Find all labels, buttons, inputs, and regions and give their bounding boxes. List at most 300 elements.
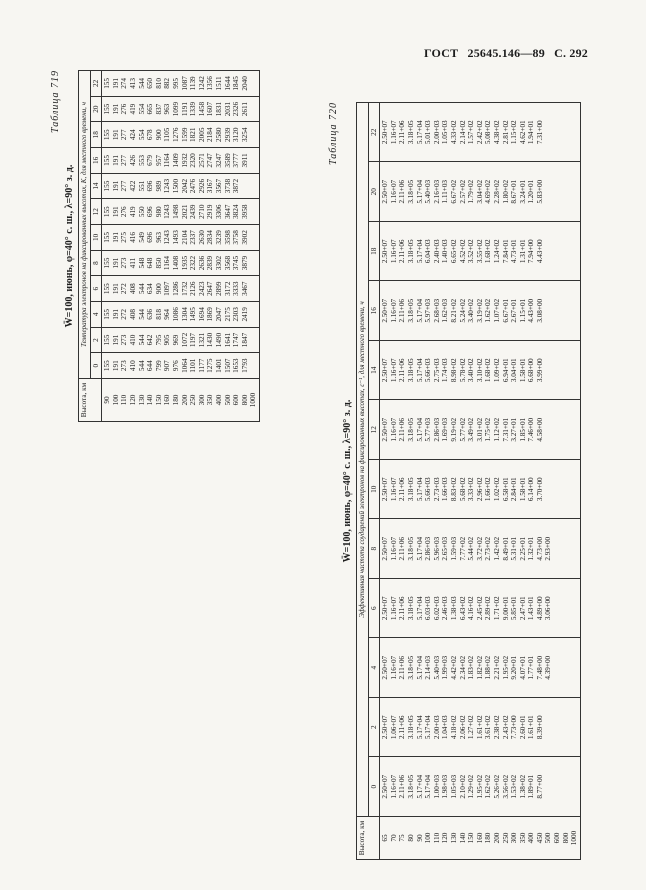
table-cell: 1.16+07 <box>389 417 398 442</box>
table-cell: 1164 <box>163 256 172 271</box>
table-cell: 2.16+03 <box>432 179 441 204</box>
table-cell: 1599 <box>180 127 189 142</box>
table-cell: 3.61+02 <box>484 715 493 740</box>
value-column <box>380 162 581 222</box>
value-column <box>102 96 260 122</box>
table-cell: 155 <box>103 232 112 243</box>
table-cell: 6.65+02 <box>449 239 458 264</box>
table-cell: 2.11+06 <box>398 120 407 145</box>
table-cell: 2.11+06 <box>398 477 407 502</box>
table-cell: 2.50+07 <box>381 417 390 442</box>
table-cell: 1.16+07 <box>389 358 398 383</box>
table-cell: 1793 <box>240 358 249 373</box>
table-cell: 900 <box>154 283 163 295</box>
table-cell: 3745 <box>232 255 241 271</box>
table-cell: 8.67+01 <box>510 179 519 204</box>
altitude-value: 350 <box>518 832 527 844</box>
table-cell: 155 <box>103 180 112 192</box>
table-cell: 1.71+02 <box>492 596 501 621</box>
table-cell: 5.17+04 <box>424 774 433 799</box>
table-cell: 5.31+01 <box>510 536 519 561</box>
table-cell: 3.18+05 <box>406 536 415 561</box>
table-cell: 2419 <box>240 307 249 322</box>
table-cell: 5.17+04 <box>415 179 424 204</box>
value-column <box>102 302 260 328</box>
altitude-value: 200 <box>492 832 501 844</box>
table-cell: 850 <box>154 257 163 269</box>
table-cell: 277 <box>120 180 129 192</box>
table-cell: 1.12+02 <box>492 417 501 442</box>
altitude-value: 300 <box>510 832 519 844</box>
table-cell: 7.31+01 <box>501 417 510 442</box>
table-cell: 2.11+06 <box>398 179 407 204</box>
altitude-value: 800 <box>240 394 249 406</box>
altitude-value: 400 <box>214 394 223 406</box>
table-cell: 905 <box>163 334 172 346</box>
table-cell: 1242 <box>197 76 206 91</box>
table-cell: 155 <box>103 206 112 218</box>
table-cell: 1458 <box>197 101 206 117</box>
value-column <box>380 579 581 639</box>
table-cell: 3.52+02 <box>467 239 476 264</box>
table-cell: 3306 <box>214 204 223 219</box>
table-cell: 1935 <box>180 255 189 271</box>
table-720-subtitle: W̄=100, июнь, φ=40° с. ш., λ=90° з. д. <box>342 399 353 563</box>
table-cell: 550 <box>137 206 146 218</box>
table-cell: 1177 <box>197 358 206 373</box>
table-cell: 155 <box>103 129 112 141</box>
time-header: 22 <box>90 71 102 97</box>
table-cell: 2047 <box>214 307 223 322</box>
alt-header: Высота, км <box>357 817 380 860</box>
table-cell: 7.73+00 <box>510 715 519 740</box>
table-cell: 4.16+02 <box>467 596 476 621</box>
table-cell: 1.77+01 <box>527 655 536 680</box>
table-cell: 5.17+04 <box>415 655 424 680</box>
table-cell: 273 <box>120 257 129 269</box>
table-cell: 3567 <box>214 178 223 194</box>
value-column <box>102 276 260 302</box>
table-cell: 2.46+03 <box>441 596 450 621</box>
table-cell: 4.33+02 <box>449 120 458 145</box>
table-cell: 2.21+02 <box>492 655 501 680</box>
table-cell: 3879 <box>240 255 249 271</box>
table-cell: 2005 <box>197 127 206 142</box>
table-cell: 1.04+03 <box>441 715 450 740</box>
table-cell: 4.62+01 <box>518 120 527 145</box>
table-cell: 3958 <box>240 204 249 219</box>
table-cell: 2.50+07 <box>381 358 390 383</box>
table-cell: 1072 <box>180 332 189 348</box>
altitude-value: 300 <box>197 394 206 406</box>
time-header: 8 <box>368 519 380 579</box>
time-header: 16 <box>368 281 380 341</box>
table-cell: 5.17+04 <box>415 536 424 561</box>
table-cell: 1197 <box>189 332 198 348</box>
table-cell: 1.82+02 <box>475 655 484 680</box>
altitude-value: 160 <box>163 394 172 406</box>
table-cell: 3247 <box>214 153 223 168</box>
altitude-value: 500 <box>544 832 553 844</box>
table-cell: 1164 <box>163 153 172 168</box>
table-cell: 1.88+02 <box>484 655 493 680</box>
table-cell: 795 <box>154 334 163 346</box>
table-cell: 1275 <box>206 358 215 373</box>
table-cell: 2.28+02 <box>492 179 501 204</box>
table-cell: 3.01+02 <box>475 417 484 442</box>
table-cell: 419 <box>128 103 137 115</box>
table-cell: 4.43+00 <box>535 239 544 264</box>
table-cell: 1.06+07 <box>389 715 398 740</box>
table-cell: 3.18+05 <box>406 417 415 442</box>
table-cell: 3589 <box>223 153 232 168</box>
table-cell: 2611 <box>240 102 249 117</box>
table-cell: 1.42+02 <box>492 536 501 561</box>
table-cell: 6.67+01 <box>501 298 510 323</box>
table-cell: 3.08+00 <box>535 298 544 323</box>
altitude-value: 130 <box>137 394 146 406</box>
altitude-value: 90 <box>415 834 424 842</box>
altitude-value: 100 <box>424 832 433 844</box>
table-719-title: Таблица 719 <box>50 70 61 133</box>
table-cell: 696 <box>146 232 155 243</box>
table-cell: 551 <box>137 180 146 192</box>
table-cell: 276 <box>120 206 129 218</box>
table-cell: 7.31+00 <box>535 120 544 145</box>
table-cell: 4.07+01 <box>518 655 527 680</box>
table-cell: 1.31+01 <box>518 239 527 264</box>
table-cell: 964 <box>163 308 172 320</box>
table-cell: 1401 <box>214 358 223 373</box>
table-cell: 4.18+02 <box>449 715 458 740</box>
altitude-value: 350 <box>206 394 215 406</box>
value-column <box>380 281 581 341</box>
table-cell: 2.25+01 <box>518 536 527 561</box>
time-header: 20 <box>90 96 102 122</box>
table-cell: 3.49+02 <box>467 417 476 442</box>
table-cell: 7.94+00 <box>527 239 536 264</box>
value-column <box>102 122 260 148</box>
table-cell: 3911 <box>240 153 249 168</box>
table-cell: 1507 <box>223 358 232 373</box>
altitude-value: 400 <box>527 832 536 844</box>
table-cell: 408 <box>128 308 137 320</box>
value-column <box>380 222 581 282</box>
table-cell: 5.97+03 <box>424 298 433 323</box>
table-719 <box>78 70 260 422</box>
table-cell: 5.17+04 <box>415 417 424 442</box>
time-header: 18 <box>90 122 102 148</box>
table-cell: 3254 <box>240 127 249 142</box>
table-cell: 1.66+02 <box>484 477 493 502</box>
value-column <box>380 341 581 401</box>
table-cell: 2.50+07 <box>381 774 390 799</box>
table-cell: 191 <box>111 283 120 295</box>
table-cell: 3598 <box>223 230 232 245</box>
table-cell: 1.27+02 <box>467 715 476 740</box>
table-cell: 2839 <box>206 255 215 271</box>
table-cell: 2.43+02 <box>501 715 510 740</box>
table-cell: 2031 <box>223 101 232 117</box>
table-cell: 3.18+05 <box>406 239 415 264</box>
table-cell: 4.58+00 <box>535 417 544 442</box>
table-cell: 3333 <box>232 281 241 296</box>
table-cell: 3902 <box>240 230 249 245</box>
table-cell: 3.70+00 <box>535 477 544 502</box>
table-cell: 1.53+02 <box>510 774 519 799</box>
time-header: 20 <box>368 162 380 222</box>
table-cell: 1.83+02 <box>467 655 476 680</box>
table-cell: 2.65+03 <box>441 536 450 561</box>
time-header: 8 <box>90 250 102 276</box>
table-cell: 2.96+02 <box>475 477 484 502</box>
table-cell: 1.38+03 <box>449 596 458 621</box>
table-cell: 696 <box>146 206 155 218</box>
table-cell: 5.85+01 <box>510 596 519 621</box>
table-cell: 1064 <box>180 358 189 373</box>
table-cell: 411 <box>128 257 137 269</box>
altitude-column <box>380 817 581 860</box>
table-cell: 969 <box>171 334 180 346</box>
altitude-value: 110 <box>432 832 441 844</box>
altitude-value: 200 <box>180 394 189 406</box>
table-cell: 8.83+02 <box>449 477 458 502</box>
table-cell: 963 <box>163 103 172 115</box>
table-cell: 544 <box>137 334 146 346</box>
table-cell: 1409 <box>171 153 180 168</box>
value-column <box>380 638 581 698</box>
table-cell: 2899 <box>214 281 223 296</box>
table-cell: 5.17+04 <box>415 715 424 740</box>
table-cell: 9.19+02 <box>449 417 458 442</box>
table-cell: 1869 <box>206 307 215 322</box>
table-cell: 2.11+06 <box>398 715 407 740</box>
table-cell: 3.18+05 <box>406 120 415 145</box>
table-cell: 1.09+02 <box>492 358 501 383</box>
table-cell: 5.17+04 <box>415 596 424 621</box>
table-cell: 155 <box>103 78 112 89</box>
table-cell: 2919 <box>206 204 215 219</box>
table-cell: 818 <box>154 308 163 320</box>
table-cell: 191 <box>111 103 120 115</box>
table-cell: 6.04+03 <box>424 239 433 264</box>
table-cell: 2040 <box>240 76 249 91</box>
altitude-value: 250 <box>501 832 510 844</box>
time-header: 12 <box>368 400 380 460</box>
table-cell: 2.10+02 <box>458 774 467 799</box>
table-cell: 3.18+05 <box>406 715 415 740</box>
table-cell: 277 <box>120 155 129 166</box>
table-cell: 7.77+02 <box>458 536 467 561</box>
table-cell: 679 <box>146 155 155 166</box>
table-cell: 277 <box>120 129 129 141</box>
table-cell: 5.26+02 <box>492 774 501 799</box>
altitude-value: 110 <box>120 394 129 406</box>
table-cell: 1.75+02 <box>484 417 493 442</box>
value-column <box>102 173 260 199</box>
table-cell: 650 <box>146 78 155 89</box>
table-720-block <box>328 102 646 860</box>
table-cell: 1747 <box>232 332 241 348</box>
table-cell: 2326 <box>232 101 241 117</box>
table-cell: 2.42+02 <box>475 120 484 145</box>
table-cell: 2.11+06 <box>398 358 407 383</box>
table-cell: 2647 <box>206 281 215 296</box>
table-cell: 2104 <box>180 230 189 245</box>
table-cell: 3120 <box>232 127 241 142</box>
table-cell: 6.14+00 <box>527 477 536 502</box>
table-cell: 191 <box>111 360 120 372</box>
super-header: Температура электронов на фиксированных высотах, К, для местного времени, ч <box>79 71 91 379</box>
table-cell: 3738 <box>223 178 232 194</box>
table-cell: 2320 <box>189 153 198 168</box>
table-cell: 1.94+01 <box>527 120 536 145</box>
table-cell: 5.17+04 <box>415 477 424 502</box>
table-cell: 191 <box>111 257 120 269</box>
table-cell: 3.10+02 <box>475 358 484 383</box>
altitude-column <box>102 379 260 422</box>
table-cell: 1243 <box>163 230 172 245</box>
table-cell: 6.02+03 <box>432 596 441 621</box>
table-cell: 1845 <box>232 76 241 91</box>
altitude-value: 75 <box>398 834 407 842</box>
table-cell: 419 <box>128 206 137 218</box>
table-cell: 8.39+00 <box>535 715 544 740</box>
table-cell: 4.39+00 <box>544 655 553 680</box>
value-column <box>380 400 581 460</box>
table-cell: 544 <box>137 283 146 295</box>
table-cell: 5.17+04 <box>415 239 424 264</box>
altitude-value: 150 <box>154 394 163 406</box>
table-cell: 2.86+03 <box>424 536 433 561</box>
table-cell: 2939 <box>223 127 232 142</box>
time-header: 2 <box>90 327 102 353</box>
table-cell: 7.46+00 <box>527 417 536 442</box>
table-720 <box>356 102 581 860</box>
value-column <box>102 353 260 379</box>
table-cell: 191 <box>111 334 120 346</box>
table-cell: 1.69+03 <box>441 417 450 442</box>
altitude-value: 80 <box>406 834 415 842</box>
table-cell: 3568 <box>223 255 232 271</box>
table-cell: 1.16+07 <box>389 298 398 323</box>
table-cell: 2.84+01 <box>510 477 519 502</box>
table-cell: 6.68+00 <box>527 358 536 383</box>
table-cell: 1.29+02 <box>467 774 476 799</box>
table-cell: 410 <box>128 334 137 346</box>
table-cell: 7.84+01 <box>501 239 510 264</box>
table-cell: 6.43+02 <box>458 596 467 621</box>
altitude-value: 100 <box>111 394 120 406</box>
table-cell: 5.77+03 <box>424 417 433 442</box>
table-cell: 5.68+02 <box>458 477 467 502</box>
altitude-value: 140 <box>146 394 155 406</box>
table-cell: 4.89+00 <box>535 596 544 621</box>
table-cell: 8.98+02 <box>449 358 458 383</box>
table-cell: 6.58+01 <box>501 477 510 502</box>
table-cell: 548 <box>137 257 146 269</box>
table-cell: 665 <box>146 103 155 115</box>
table-cell: 5.77+02 <box>458 417 467 442</box>
table-cell: 1.62+02 <box>484 298 493 323</box>
table-cell: 554 <box>137 103 146 115</box>
table-cell: 3.40+02 <box>467 298 476 323</box>
table-cell: 3.18+05 <box>406 179 415 204</box>
altitude-value: 600 <box>553 832 562 844</box>
table-cell: 2.73+02 <box>484 536 493 561</box>
table-cell: 2.50+07 <box>381 655 390 680</box>
table-cell: 2021 <box>180 204 189 219</box>
table-cell: 5.44+02 <box>467 536 476 561</box>
page-header <box>418 46 588 61</box>
table-cell: 2.11+06 <box>398 239 407 264</box>
table-cell: 554 <box>137 129 146 141</box>
table-cell: 1.32+01 <box>527 536 536 561</box>
table-cell: 1.89+01 <box>527 774 536 799</box>
table-cell: 2303 <box>232 307 241 322</box>
table-cell: 6.03+03 <box>424 596 433 621</box>
table-cell: 1.16+07 <box>389 477 398 502</box>
table-cell: 2322 <box>189 255 198 271</box>
table-cell: 1243 <box>163 178 172 194</box>
table-cell: 1653 <box>232 358 241 373</box>
table-cell: 4.38+02 <box>492 120 501 145</box>
time-header: 14 <box>368 341 380 401</box>
table-cell: 2710 <box>197 204 206 219</box>
table-cell: 1.05+03 <box>441 120 450 145</box>
table-cell: 3467 <box>240 281 249 296</box>
table-cell: 1847 <box>240 332 249 348</box>
table-cell: 2.67+01 <box>510 298 519 323</box>
table-cell: 544 <box>137 308 146 320</box>
table-cell: 275 <box>120 232 129 243</box>
table-cell: 1339 <box>189 101 198 117</box>
table-cell: 2184 <box>206 127 215 142</box>
table-cell: 1694 <box>197 307 206 322</box>
time-header: 0 <box>90 353 102 379</box>
table-cell: 963 <box>154 232 163 243</box>
table-cell: 1099 <box>171 101 180 117</box>
table-cell: 642 <box>146 334 155 346</box>
table-cell: 3.04+02 <box>475 179 484 204</box>
table-cell: 191 <box>111 206 120 218</box>
table-cell: 1.61+02 <box>475 715 484 740</box>
table-cell: 1.02+02 <box>492 477 501 502</box>
gost-label: ГОСТ <box>424 46 459 60</box>
table-cell: 155 <box>103 360 112 372</box>
table-cell: 2.06+02 <box>458 715 467 740</box>
table-cell: 2423 <box>197 281 206 296</box>
table-cell: 989 <box>154 180 163 192</box>
table-cell: 976 <box>171 360 180 372</box>
table-cell: 634 <box>146 283 155 295</box>
table-cell: 191 <box>111 155 120 166</box>
table-cell: 272 <box>120 308 129 320</box>
table-cell: 155 <box>103 155 112 166</box>
table-cell: 2.81+02 <box>501 120 510 145</box>
table-cell: 1.00+03 <box>432 774 441 799</box>
table-cell: 2.11+06 <box>398 655 407 680</box>
table-cell: 5.17+04 <box>415 358 424 383</box>
time-header: 6 <box>90 276 102 302</box>
table-cell: 3239 <box>214 230 223 245</box>
value-column <box>380 460 581 520</box>
table-cell: 1.24+02 <box>492 239 501 264</box>
table-cell: 6.67+02 <box>449 179 458 204</box>
table-cell: 5.17+04 <box>424 715 433 740</box>
table-cell: 3.04+01 <box>510 358 519 383</box>
altitude-value: 1000 <box>249 392 258 408</box>
